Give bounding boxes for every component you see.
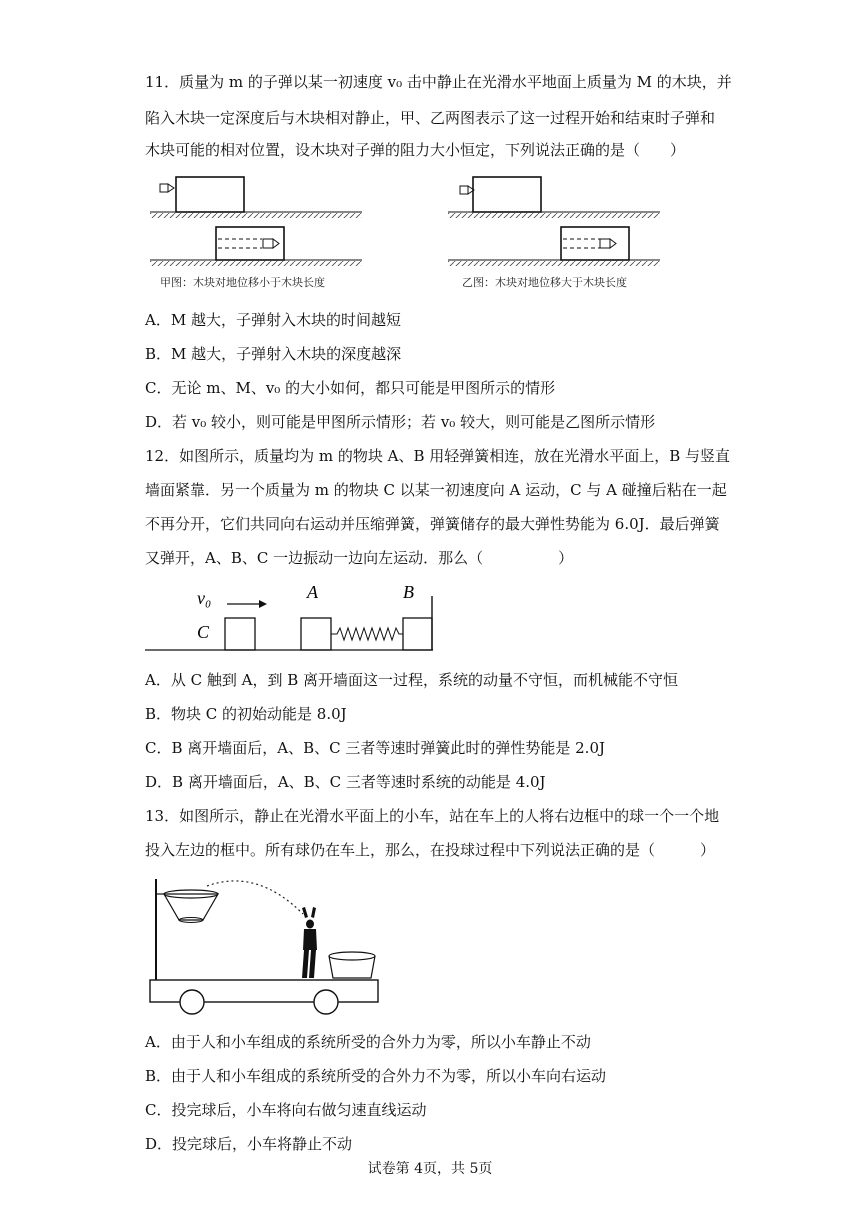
q13-figure <box>145 874 385 1024</box>
q11-stem-line-2: 陷入木块一定深度后与木块相对静止，甲、乙两图表示了这一过程开始和结束时子弹和 <box>145 109 716 127</box>
q12-label-c: C <box>197 622 210 642</box>
q12-stem-line-1: 12．如图所示，质量均为 m 的物块 A、B 用轻弹簧相连，放在光滑水平面上，B 与竖直 <box>145 447 731 465</box>
q13-stem-line-2: 投入左边的框中。所有球仍在车上，那么，在投球过程中下列说法正确的是（ ） <box>145 841 716 859</box>
q11-option-b: B．M 越大，子弹射入木块的深度越深 <box>145 345 402 363</box>
q12-option-b: B．物块 C 的初始动能是 8.0J <box>145 705 347 723</box>
q11-option-a: A．M 越大，子弹射入木块的时间越短 <box>145 311 401 329</box>
q12-option-d: D．B 离开墙面后，A、B、C 三者等速时系统的动能是 4.0J <box>145 773 546 791</box>
q11-figure-jia <box>150 172 370 272</box>
q12-label-b: B <box>403 582 414 602</box>
q12-stem-line-2: 墙面紧靠．另一个质量为 m 的物块 C 以某一初速度向 A 运动，C 与 A 碰撞后粘在一起 <box>145 481 727 499</box>
q12-label-v0: v₀ <box>197 588 212 608</box>
page-footer: 试卷第 4页，共 5页 <box>367 1161 493 1177</box>
q12-figure <box>145 578 445 654</box>
q12-label-a: A <box>307 582 318 602</box>
q13-option-c: C．投完球后，小车将向右做匀速直线运动 <box>145 1101 427 1119</box>
q12-option-c: C．B 离开墙面后，A、B、C 三者等速时弹簧此时的弹性势能是 2.0J <box>145 739 606 757</box>
q11-caption-jia: 甲图：木块对地位移小于木块长度 <box>160 276 325 289</box>
q13-option-b: B．由于人和小车组成的系统所受的合外力不为零，所以小车向右运动 <box>145 1067 607 1085</box>
q12-stem-line-4: 又弹开，A、B、C 一边振动一边向左运动．那么（ ） <box>145 549 574 567</box>
q11-figure-yi <box>448 172 668 272</box>
q11-caption-yi: 乙图：木块对地位移大于木块长度 <box>462 276 627 289</box>
q11-stem-line-1: 11．质量为 m 的子弹以某一初速度 v₀ 击中静止在光滑水平地面上质量为 M 的木块，并 <box>145 73 732 91</box>
q12-option-a: A．从 C 触到 A，到 B 离开墙面这一过程，系统的动量不守恒，而机械能不守恒 <box>145 671 679 689</box>
q11-stem-line-3: 木块可能的相对位置，设木块对子弹的阻力大小恒定，下列说法正确的是（ ） <box>145 141 686 159</box>
q11-option-c: C．无论 m、M、v₀ 的大小如何，都只可能是甲图所示的情形 <box>145 379 556 397</box>
q13-option-a: A．由于人和小车组成的系统所受的合外力为零，所以小车静止不动 <box>145 1033 591 1051</box>
q13-option-d: D．投完球后，小车将静止不动 <box>145 1135 353 1153</box>
q12-stem-line-3: 不再分开，它们共同向右运动并压缩弹簧，弹簧储存的最大弹性势能为 6.0J．最后弹簧 <box>145 515 720 533</box>
q11-option-d: D．若 v₀ 较小，则可能是甲图所示情形；若 v₀ 较大，则可能是乙图所示情形 <box>145 413 656 431</box>
q13-stem-line-1: 13．如图所示，静止在光滑水平面上的小车，站在车上的人将右边框中的球一个一个地 <box>145 807 720 825</box>
